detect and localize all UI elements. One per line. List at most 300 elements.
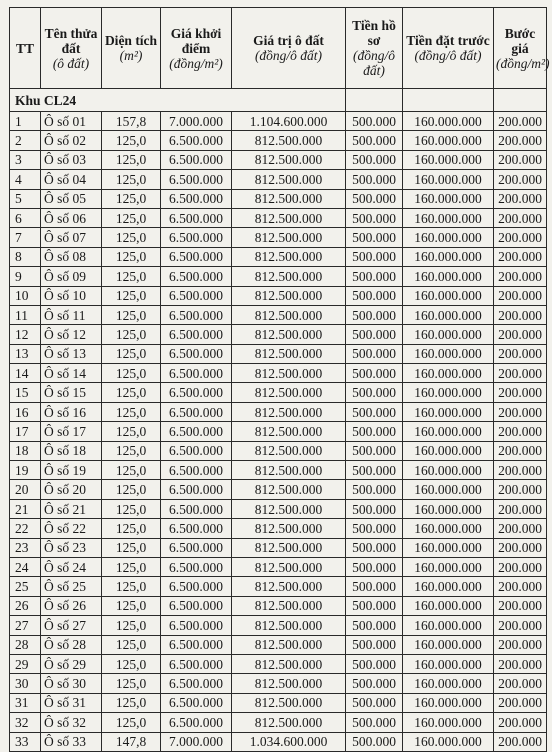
cell-file-fee: 500.000 [346,208,403,227]
cell-area: 125,0 [102,616,161,635]
cell-file-fee: 500.000 [346,519,403,538]
cell-file-fee: 500.000 [346,150,403,169]
cell-tt: 8 [10,247,41,266]
cell-start-price: 6.500.000 [161,654,232,673]
cell-start-price: 6.500.000 [161,170,232,189]
cell-start-price: 6.500.000 [161,713,232,732]
cell-price-step: 200.000 [494,674,547,693]
cell-tt: 16 [10,402,41,421]
cell-plot-value: 812.500.000 [232,577,346,596]
cell-file-fee: 500.000 [346,693,403,712]
col-header-tt: TT [10,8,41,89]
cell-tt: 32 [10,713,41,732]
table-row [10,674,547,693]
table-row [10,538,547,557]
cell-deposit: 160.000.000 [403,577,494,596]
cell-start-price: 6.500.000 [161,635,232,654]
cell-price-step: 200.000 [494,616,547,635]
cell-start-price: 6.500.000 [161,693,232,712]
cell-plot-value: 812.500.000 [232,383,346,402]
cell-price-step: 200.000 [494,732,547,751]
section-cell-empty [346,89,403,112]
table-row [10,228,547,247]
cell-plot-name: Ô số 27 [41,616,102,635]
cell-plot-value: 812.500.000 [232,422,346,441]
cell-price-step: 200.000 [494,383,547,402]
cell-plot-value: 812.500.000 [232,305,346,324]
cell-plot-value: 812.500.000 [232,499,346,518]
cell-tt: 19 [10,461,41,480]
cell-start-price: 6.500.000 [161,557,232,576]
section-cell-empty [494,89,547,112]
section-row [10,89,547,112]
cell-area: 125,0 [102,480,161,499]
cell-deposit: 160.000.000 [403,364,494,383]
cell-price-step: 200.000 [494,654,547,673]
cell-plot-value: 812.500.000 [232,596,346,615]
cell-price-step: 200.000 [494,713,547,732]
cell-plot-name: Ô số 04 [41,170,102,189]
cell-tt: 21 [10,499,41,518]
cell-plot-value: 812.500.000 [232,170,346,189]
cell-area: 125,0 [102,325,161,344]
table-row [10,170,547,189]
cell-price-step: 200.000 [494,228,547,247]
cell-plot-value: 812.500.000 [232,131,346,150]
cell-start-price: 6.500.000 [161,461,232,480]
land-plot-table [9,7,550,752]
cell-deposit: 160.000.000 [403,635,494,654]
cell-plot-value: 812.500.000 [232,267,346,286]
table-row [10,557,547,576]
cell-tt: 24 [10,557,41,576]
cell-plot-name: Ô số 08 [41,247,102,266]
section-cell-empty [403,89,494,112]
cell-area: 125,0 [102,247,161,266]
cell-file-fee: 500.000 [346,422,403,441]
cell-file-fee: 500.000 [346,441,403,460]
cell-area: 147,8 [102,732,161,751]
cell-plot-value: 812.500.000 [232,461,346,480]
cell-tt: 11 [10,305,41,324]
table-row [10,364,547,383]
cell-area: 125,0 [102,228,161,247]
cell-deposit: 160.000.000 [403,674,494,693]
cell-file-fee: 500.000 [346,267,403,286]
cell-price-step: 200.000 [494,344,547,363]
cell-start-price: 6.500.000 [161,364,232,383]
cell-file-fee: 500.000 [346,635,403,654]
cell-plot-value: 812.500.000 [232,674,346,693]
cell-area: 125,0 [102,150,161,169]
cell-plot-name: Ô số 19 [41,461,102,480]
cell-tt: 14 [10,364,41,383]
table-row [10,267,547,286]
cell-file-fee: 500.000 [346,286,403,305]
cell-deposit: 160.000.000 [403,713,494,732]
cell-deposit: 160.000.000 [403,654,494,673]
cell-area: 157,8 [102,112,161,131]
table-row [10,131,547,150]
cell-file-fee: 500.000 [346,112,403,131]
cell-plot-name: Ô số 14 [41,364,102,383]
document-page [9,7,550,752]
cell-start-price: 6.500.000 [161,402,232,421]
table-row [10,480,547,499]
cell-plot-name: Ô số 29 [41,654,102,673]
cell-start-price: 6.500.000 [161,422,232,441]
cell-deposit: 160.000.000 [403,480,494,499]
cell-price-step: 200.000 [494,247,547,266]
cell-deposit: 160.000.000 [403,189,494,208]
cell-tt: 18 [10,441,41,460]
cell-price-step: 200.000 [494,577,547,596]
cell-plot-name: Ô số 13 [41,344,102,363]
cell-price-step: 200.000 [494,596,547,615]
cell-file-fee: 500.000 [346,732,403,751]
cell-area: 125,0 [102,170,161,189]
cell-area: 125,0 [102,499,161,518]
cell-tt: 31 [10,693,41,712]
cell-plot-value: 812.500.000 [232,247,346,266]
cell-plot-name: Ô số 16 [41,402,102,421]
col-header-plot-value: Giá trị ô đất (đồng/ô đất) [232,8,346,89]
cell-plot-value: 812.500.000 [232,635,346,654]
cell-tt: 23 [10,538,41,557]
cell-deposit: 160.000.000 [403,596,494,615]
col-header-plot-name: Tên thửa đất (ô đất) [41,8,102,89]
table-row [10,596,547,615]
cell-file-fee: 500.000 [346,131,403,150]
cell-deposit: 160.000.000 [403,402,494,421]
cell-price-step: 200.000 [494,461,547,480]
cell-tt: 26 [10,596,41,615]
cell-tt: 15 [10,383,41,402]
cell-price-step: 200.000 [494,131,547,150]
cell-price-step: 200.000 [494,402,547,421]
cell-start-price: 7.000.000 [161,732,232,751]
cell-price-step: 200.000 [494,267,547,286]
cell-file-fee: 500.000 [346,344,403,363]
cell-file-fee: 500.000 [346,499,403,518]
col-header-area: Diện tích (m²) [102,8,161,89]
cell-price-step: 200.000 [494,499,547,518]
cell-price-step: 200.000 [494,693,547,712]
cell-price-step: 200.000 [494,364,547,383]
cell-plot-name: Ô số 25 [41,577,102,596]
cell-file-fee: 500.000 [346,713,403,732]
cell-tt: 25 [10,577,41,596]
cell-price-step: 200.000 [494,480,547,499]
cell-start-price: 6.500.000 [161,441,232,460]
cell-tt: 4 [10,170,41,189]
table-row [10,422,547,441]
cell-area: 125,0 [102,305,161,324]
table-row [10,208,547,227]
cell-deposit: 160.000.000 [403,112,494,131]
cell-tt: 29 [10,654,41,673]
cell-deposit: 160.000.000 [403,693,494,712]
cell-plot-name: Ô số 12 [41,325,102,344]
cell-plot-value: 812.500.000 [232,402,346,421]
cell-area: 125,0 [102,208,161,227]
cell-plot-name: Ô số 11 [41,305,102,324]
table-row [10,344,547,363]
cell-area: 125,0 [102,674,161,693]
cell-tt: 3 [10,150,41,169]
cell-plot-value: 812.500.000 [232,616,346,635]
cell-tt: 20 [10,480,41,499]
cell-price-step: 200.000 [494,635,547,654]
cell-deposit: 160.000.000 [403,286,494,305]
cell-file-fee: 500.000 [346,170,403,189]
table-row [10,654,547,673]
table-row [10,713,547,732]
cell-area: 125,0 [102,131,161,150]
cell-start-price: 6.500.000 [161,286,232,305]
cell-area: 125,0 [102,713,161,732]
cell-plot-name: Ô số 23 [41,538,102,557]
cell-price-step: 200.000 [494,519,547,538]
cell-deposit: 160.000.000 [403,208,494,227]
table-row [10,616,547,635]
cell-area: 125,0 [102,189,161,208]
cell-file-fee: 500.000 [346,461,403,480]
cell-file-fee: 500.000 [346,654,403,673]
cell-area: 125,0 [102,344,161,363]
cell-tt: 7 [10,228,41,247]
cell-start-price: 6.500.000 [161,674,232,693]
cell-deposit: 160.000.000 [403,538,494,557]
cell-plot-value: 1.104.600.000 [232,112,346,131]
table-row [10,732,547,751]
table-row [10,286,547,305]
cell-deposit: 160.000.000 [403,461,494,480]
cell-area: 125,0 [102,557,161,576]
cell-start-price: 6.500.000 [161,596,232,615]
section-label: Khu CL24 [10,89,346,112]
cell-deposit: 160.000.000 [403,247,494,266]
cell-plot-value: 812.500.000 [232,189,346,208]
table-row [10,305,547,324]
cell-deposit: 160.000.000 [403,441,494,460]
cell-start-price: 6.500.000 [161,267,232,286]
cell-start-price: 6.500.000 [161,325,232,344]
table-row [10,325,547,344]
cell-area: 125,0 [102,519,161,538]
cell-area: 125,0 [102,596,161,615]
table-row [10,461,547,480]
cell-plot-name: Ô số 18 [41,441,102,460]
cell-tt: 5 [10,189,41,208]
table-row [10,189,547,208]
cell-start-price: 6.500.000 [161,189,232,208]
cell-area: 125,0 [102,654,161,673]
cell-file-fee: 500.000 [346,305,403,324]
cell-plot-value: 812.500.000 [232,713,346,732]
cell-price-step: 200.000 [494,557,547,576]
cell-start-price: 6.500.000 [161,616,232,635]
cell-plot-name: Ô số 24 [41,557,102,576]
cell-file-fee: 500.000 [346,577,403,596]
cell-file-fee: 500.000 [346,596,403,615]
cell-plot-name: Ô số 33 [41,732,102,751]
cell-tt: 28 [10,635,41,654]
cell-deposit: 160.000.000 [403,325,494,344]
col-header-file-fee: Tiền hồ sơ (đồng/ô đất) [346,8,403,89]
col-header-price-step: Bước giá (đồng/m²) [494,8,547,89]
cell-area: 125,0 [102,383,161,402]
cell-plot-name: Ô số 26 [41,596,102,615]
table-row [10,112,547,131]
cell-start-price: 7.000.000 [161,112,232,131]
col-header-deposit: Tiền đặt trước (đồng/ô đất) [403,8,494,89]
cell-file-fee: 500.000 [346,557,403,576]
cell-area: 125,0 [102,441,161,460]
cell-plot-name: Ô số 31 [41,693,102,712]
cell-start-price: 6.500.000 [161,305,232,324]
cell-plot-name: Ô số 07 [41,228,102,247]
cell-plot-value: 812.500.000 [232,480,346,499]
cell-deposit: 160.000.000 [403,150,494,169]
cell-file-fee: 500.000 [346,480,403,499]
table-row [10,247,547,266]
cell-start-price: 6.500.000 [161,228,232,247]
table-row [10,635,547,654]
cell-plot-value: 812.500.000 [232,286,346,305]
table-row [10,441,547,460]
cell-area: 125,0 [102,577,161,596]
cell-plot-value: 812.500.000 [232,150,346,169]
table-row [10,383,547,402]
cell-tt: 27 [10,616,41,635]
cell-plot-value: 812.500.000 [232,364,346,383]
cell-plot-value: 812.500.000 [232,654,346,673]
cell-area: 125,0 [102,267,161,286]
cell-deposit: 160.000.000 [403,383,494,402]
cell-start-price: 6.500.000 [161,131,232,150]
cell-start-price: 6.500.000 [161,480,232,499]
table-row [10,499,547,518]
cell-plot-name: Ô số 15 [41,383,102,402]
cell-area: 125,0 [102,364,161,383]
cell-area: 125,0 [102,635,161,654]
cell-plot-value: 812.500.000 [232,519,346,538]
cell-file-fee: 500.000 [346,325,403,344]
cell-file-fee: 500.000 [346,364,403,383]
cell-deposit: 160.000.000 [403,519,494,538]
cell-tt: 22 [10,519,41,538]
cell-plot-name: Ô số 22 [41,519,102,538]
cell-start-price: 6.500.000 [161,247,232,266]
cell-area: 125,0 [102,402,161,421]
cell-file-fee: 500.000 [346,189,403,208]
cell-price-step: 200.000 [494,325,547,344]
cell-plot-value: 1.034.600.000 [232,732,346,751]
cell-plot-name: Ô số 09 [41,267,102,286]
cell-deposit: 160.000.000 [403,732,494,751]
cell-plot-name: Ô số 21 [41,499,102,518]
table-header-row [10,8,547,89]
cell-plot-value: 812.500.000 [232,557,346,576]
cell-file-fee: 500.000 [346,402,403,421]
cell-tt: 2 [10,131,41,150]
cell-price-step: 200.000 [494,305,547,324]
cell-price-step: 200.000 [494,286,547,305]
table-row [10,577,547,596]
cell-price-step: 200.000 [494,538,547,557]
cell-plot-name: Ô số 02 [41,131,102,150]
cell-deposit: 160.000.000 [403,228,494,247]
cell-plot-name: Ô số 20 [41,480,102,499]
cell-deposit: 160.000.000 [403,557,494,576]
table-row [10,519,547,538]
cell-plot-name: Ô số 05 [41,189,102,208]
cell-price-step: 200.000 [494,422,547,441]
cell-deposit: 160.000.000 [403,616,494,635]
cell-deposit: 160.000.000 [403,499,494,518]
cell-file-fee: 500.000 [346,674,403,693]
cell-plot-value: 812.500.000 [232,538,346,557]
cell-file-fee: 500.000 [346,247,403,266]
cell-price-step: 200.000 [494,170,547,189]
cell-price-step: 200.000 [494,441,547,460]
cell-deposit: 160.000.000 [403,305,494,324]
cell-deposit: 160.000.000 [403,344,494,363]
cell-start-price: 6.500.000 [161,499,232,518]
cell-area: 125,0 [102,422,161,441]
cell-plot-name: Ô số 17 [41,422,102,441]
table-row [10,150,547,169]
cell-tt: 12 [10,325,41,344]
cell-plot-value: 812.500.000 [232,441,346,460]
cell-tt: 9 [10,267,41,286]
cell-price-step: 200.000 [494,189,547,208]
cell-file-fee: 500.000 [346,228,403,247]
cell-area: 125,0 [102,461,161,480]
cell-plot-value: 812.500.000 [232,325,346,344]
cell-start-price: 6.500.000 [161,577,232,596]
cell-tt: 30 [10,674,41,693]
cell-plot-name: Ô số 32 [41,713,102,732]
cell-deposit: 160.000.000 [403,170,494,189]
cell-plot-name: Ô số 30 [41,674,102,693]
table-row [10,693,547,712]
cell-start-price: 6.500.000 [161,538,232,557]
cell-tt: 17 [10,422,41,441]
cell-plot-name: Ô số 03 [41,150,102,169]
cell-file-fee: 500.000 [346,616,403,635]
cell-deposit: 160.000.000 [403,422,494,441]
cell-tt: 13 [10,344,41,363]
cell-area: 125,0 [102,286,161,305]
cell-start-price: 6.500.000 [161,150,232,169]
cell-price-step: 200.000 [494,208,547,227]
cell-start-price: 6.500.000 [161,383,232,402]
cell-plot-value: 812.500.000 [232,228,346,247]
cell-start-price: 6.500.000 [161,519,232,538]
cell-file-fee: 500.000 [346,383,403,402]
cell-tt: 10 [10,286,41,305]
cell-plot-value: 812.500.000 [232,344,346,363]
cell-file-fee: 500.000 [346,538,403,557]
cell-deposit: 160.000.000 [403,267,494,286]
cell-plot-name: Ô số 06 [41,208,102,227]
cell-area: 125,0 [102,538,161,557]
cell-plot-name: Ô số 10 [41,286,102,305]
cell-tt: 33 [10,732,41,751]
table-row [10,402,547,421]
